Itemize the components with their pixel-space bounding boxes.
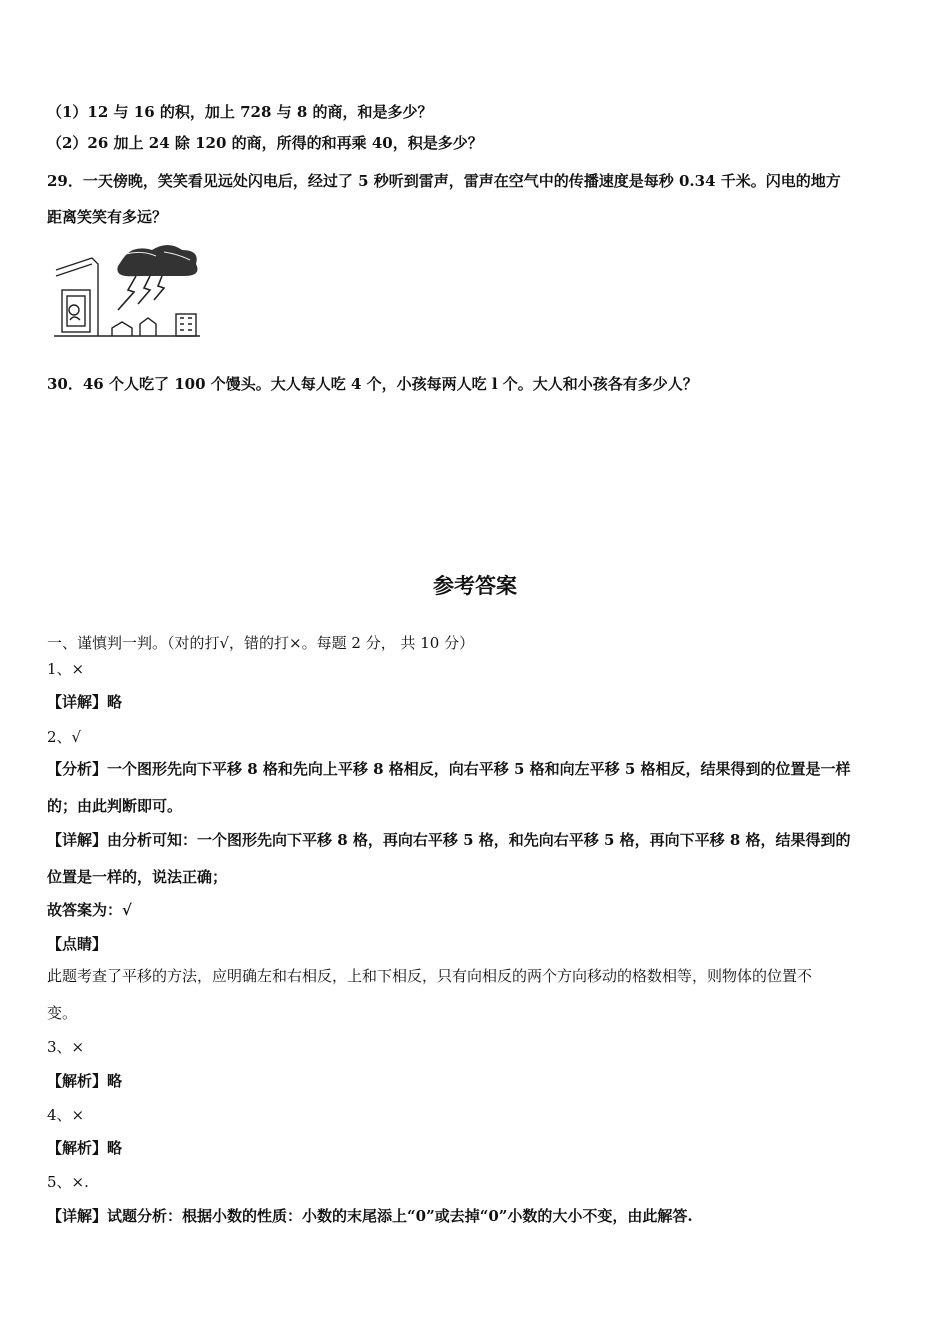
section1-header: 一、谨慎判一判。（对的打√，错的打×。每题 2 分， 共 10 分）: [47, 634, 475, 652]
answer-2-detail-line1: 【详解】由分析可知：一个图形先向下平移 8 格，再向右平移 5 格，和先向右平移 5 格，再向下平移 8 格，结果得到的: [47, 831, 851, 849]
q30: 30．46 个人吃了 100 个馒头。大人每人吃 4 个，小孩每两人吃 l 个。大人和小孩各有多少人？: [47, 375, 698, 393]
answer-2: 2、√: [47, 728, 82, 746]
q28-part2: （2）26 加上 24 除 120 的商，所得的和再乘 40，积是多少？: [47, 134, 483, 152]
answer-3-analysis: 【解析】略: [47, 1072, 123, 1090]
answer-4-analysis: 【解析】略: [47, 1139, 123, 1157]
answer-3: 3、×: [47, 1038, 85, 1056]
answer-5: 5、×.: [47, 1173, 89, 1191]
answer-2-analysis-line2: 的；由此判断即可。: [47, 797, 183, 815]
answer-2-comment-header: 【点睛】: [47, 935, 108, 953]
answer-1: 1、×: [47, 660, 85, 678]
answers-title: 参考答案: [433, 574, 517, 598]
answer-2-comment-line1: 此题考查了平移的方法，应明确左和右相反，上和下相反，只有向相反的两个方向移动的格数相等，则物体的位置不: [47, 967, 813, 985]
answer-5-detail: 【详解】试题分析：根据小数的性质：小数的末尾添上“0”或去掉“0”小数的大小不变，由此解答.: [47, 1207, 693, 1225]
answer-2-conclusion: 故答案为：√: [47, 901, 132, 919]
answer-2-analysis-line1: 【分析】一个图形先向下平移 8 格和先向上平移 8 格相反，向右平移 5 格和向左平移 5 格相反，结果得到的位置是一样: [47, 760, 851, 778]
answer-2-comment-line2: 变。: [47, 1004, 78, 1022]
q28-part1: （1）12 与 16 的积，加上 728 与 8 的商，和是多少？: [47, 103, 433, 121]
lightning-illustration: [52, 240, 202, 342]
answer-4: 4、×: [47, 1106, 85, 1124]
answer-1-detail: 【详解】略: [47, 693, 123, 711]
answer-2-detail-line2: 位置是一样的，说法正确；: [47, 868, 228, 886]
q29-line1: 29．一天傍晚，笑笑看见远处闪电后，经过了 5 秒听到雷声，雷声在空气中的传播速度是每秒 0.34 千米。闪电的地方: [47, 172, 841, 190]
q29-line2: 距离笑笑有多远？: [47, 208, 168, 226]
